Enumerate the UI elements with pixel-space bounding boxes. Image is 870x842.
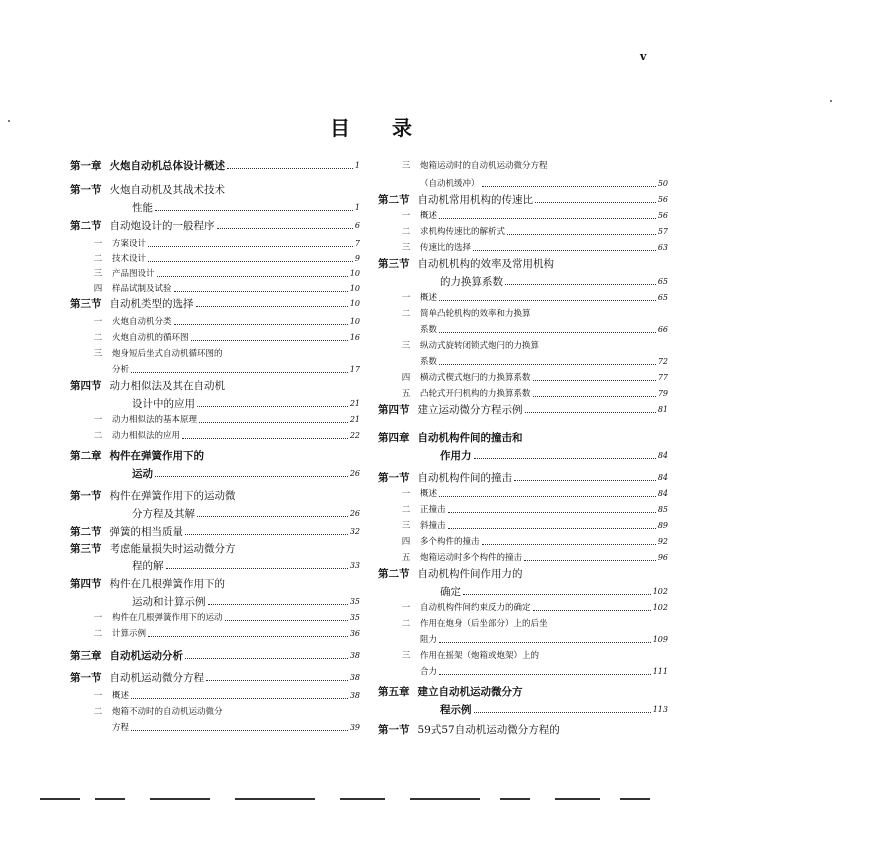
toc-entry bbox=[70, 596, 360, 608]
dot-leader bbox=[474, 712, 651, 713]
dot-leader bbox=[131, 372, 348, 373]
toc-title: 分析 bbox=[112, 365, 130, 375]
toc-title: 传速比的选择 bbox=[420, 243, 472, 253]
dot-leader bbox=[448, 512, 656, 513]
toc-entry bbox=[392, 210, 668, 222]
toc-number: 三 bbox=[401, 651, 411, 661]
toc-number: 一 bbox=[401, 489, 411, 499]
toc-title: 火炮自动机总体设计概述 bbox=[109, 160, 225, 172]
toc-entry bbox=[392, 242, 668, 254]
page-number: 6 bbox=[354, 221, 360, 230]
toc-entry bbox=[70, 508, 360, 520]
toc-number: 一 bbox=[93, 415, 103, 425]
toc-title: 合力 bbox=[420, 667, 438, 677]
toc-entry bbox=[84, 253, 360, 265]
toc-title: 概述 bbox=[420, 489, 438, 499]
toc-entry bbox=[392, 520, 668, 532]
toc-title: 考虑能量损失时运动微分方 bbox=[109, 543, 236, 555]
toc-title: 自动机构件间作用力的 bbox=[417, 568, 523, 580]
toc-entry bbox=[70, 490, 360, 502]
page-number: 21 bbox=[349, 415, 360, 424]
page-number: 81 bbox=[657, 405, 668, 414]
toc-entry bbox=[70, 398, 360, 410]
toc-number: 第三节 bbox=[70, 543, 102, 555]
toc-title: 自动机类型的选择 bbox=[109, 298, 194, 310]
dot-leader bbox=[533, 396, 656, 397]
toc-title: 构件在几根弹簧作用下的运动 bbox=[112, 613, 223, 623]
toc-entry bbox=[84, 706, 360, 718]
toc-entry bbox=[70, 184, 360, 196]
toc-title: 系数 bbox=[420, 357, 438, 367]
toc-number: 三 bbox=[93, 349, 103, 359]
toc-entry bbox=[392, 372, 668, 384]
toc-entry bbox=[392, 618, 668, 630]
page-number: 22 bbox=[349, 431, 360, 440]
toc-title: 动力相似法的应用 bbox=[112, 431, 181, 441]
dot-leader bbox=[439, 496, 656, 497]
toc-title: 动力相似法及其在自动机 bbox=[109, 380, 225, 392]
page-number: 50 bbox=[657, 179, 668, 188]
toc-entry bbox=[392, 634, 668, 646]
toc-number: 第一节 bbox=[378, 724, 410, 736]
page-number: 38 bbox=[349, 691, 360, 700]
dot-leader bbox=[155, 476, 348, 477]
page-number: 35 bbox=[349, 613, 360, 622]
toc-title: 自动机机构的效率及常用机构 bbox=[417, 258, 554, 270]
toc-entry bbox=[70, 578, 360, 590]
toc-title: 炮箱不动时的自动机运动微分 bbox=[112, 707, 223, 717]
toc-number: 二 bbox=[401, 227, 411, 237]
toc-title: 作用在炮身（后坐部分）上的后坐 bbox=[420, 619, 548, 629]
toc-entry bbox=[378, 258, 668, 270]
toc-entry bbox=[70, 298, 360, 310]
toc-entry bbox=[378, 194, 668, 206]
toc-title: 作用在摇架（炮箱或炮架）上的 bbox=[420, 651, 540, 661]
toc-entry bbox=[84, 690, 360, 702]
page-number: 77 bbox=[657, 373, 668, 382]
toc-entry bbox=[84, 348, 360, 360]
page-number: 32 bbox=[349, 527, 360, 536]
toc-title: 自动机运动分析 bbox=[109, 650, 183, 662]
toc-title: 横动式楔式炮闩的力换算系数 bbox=[420, 373, 531, 383]
toc-entry bbox=[70, 672, 360, 684]
toc-title: 建立自动机运动微分方 bbox=[417, 686, 523, 698]
scan-speck bbox=[830, 100, 832, 102]
toc-entry bbox=[392, 488, 668, 500]
toc-entry bbox=[84, 628, 360, 640]
page-number: 84 bbox=[657, 489, 668, 498]
toc-number: 第一节 bbox=[70, 184, 102, 196]
page-number: 33 bbox=[349, 561, 360, 570]
toc-entry bbox=[378, 586, 668, 598]
page-number: 38 bbox=[349, 673, 360, 682]
page-number: 109 bbox=[652, 635, 668, 644]
toc-title: 火炮自动机分类 bbox=[112, 317, 172, 327]
toc-entry bbox=[392, 666, 668, 678]
toc-number: 三 bbox=[93, 269, 103, 279]
toc-number: 第一节 bbox=[378, 472, 410, 484]
toc-entry bbox=[70, 380, 360, 392]
toc-title: 简单凸轮机构的效率和力换算 bbox=[420, 309, 531, 319]
toc-entry bbox=[84, 612, 360, 624]
toc-title: 概述 bbox=[420, 293, 438, 303]
toc-entry bbox=[392, 650, 668, 662]
toc-entry bbox=[392, 536, 668, 548]
toc-number: 第四节 bbox=[70, 578, 102, 590]
toc-title: 程的解 bbox=[132, 560, 164, 572]
toc-title: 分方程及其解 bbox=[132, 508, 195, 520]
dot-leader bbox=[482, 186, 656, 187]
toc-number: 二 bbox=[93, 707, 103, 717]
toc-title: 59式57自动机运动微分方程的 bbox=[417, 724, 560, 736]
toc-number: 三 bbox=[401, 161, 411, 171]
toc-entry bbox=[392, 602, 668, 614]
toc-title: 炮箱运动时的自动机运动微分方程 bbox=[420, 161, 548, 171]
toc-number: 三 bbox=[401, 243, 411, 253]
toc-number: 二 bbox=[93, 254, 103, 264]
dot-leader bbox=[217, 228, 353, 229]
toc-title: 方程 bbox=[112, 723, 130, 733]
toc-number: 第二章 bbox=[70, 450, 102, 462]
toc-number: 三 bbox=[401, 341, 411, 351]
dot-leader bbox=[197, 516, 348, 517]
toc-number: 第二节 bbox=[378, 194, 410, 206]
dot-leader bbox=[525, 412, 656, 413]
dot-leader bbox=[131, 698, 348, 699]
page-number: 56 bbox=[657, 195, 668, 204]
dot-leader bbox=[155, 210, 353, 211]
toc-entry bbox=[70, 160, 360, 172]
dot-leader bbox=[148, 246, 353, 247]
dot-leader bbox=[131, 730, 348, 731]
toc-entry bbox=[84, 268, 360, 280]
page-number: 72 bbox=[657, 357, 668, 366]
toc-number: 第一章 bbox=[70, 160, 102, 172]
toc-number: 二 bbox=[401, 309, 411, 319]
toc-entry bbox=[392, 178, 668, 190]
page-number: 39 bbox=[349, 723, 360, 732]
toc-entry bbox=[378, 450, 668, 462]
toc-number: 五 bbox=[401, 553, 411, 563]
toc-number: 第四章 bbox=[378, 432, 410, 444]
dot-leader bbox=[507, 234, 656, 235]
page-number: 84 bbox=[657, 451, 668, 460]
toc-entry bbox=[84, 238, 360, 250]
toc-number: 第四节 bbox=[378, 404, 410, 416]
toc-number: 一 bbox=[93, 691, 103, 701]
title-char-1: 目 bbox=[330, 116, 350, 140]
toc-number: 第二节 bbox=[70, 220, 102, 232]
toc-entry bbox=[70, 650, 360, 662]
page-number: 84 bbox=[657, 473, 668, 482]
toc-title: 火炮自动机及其战术技术 bbox=[109, 184, 225, 196]
dot-leader bbox=[182, 438, 348, 439]
toc-title: 动力相似法的基本原理 bbox=[112, 415, 198, 425]
toc-entry bbox=[392, 324, 668, 336]
dot-leader bbox=[533, 380, 656, 381]
toc-number: 一 bbox=[93, 613, 103, 623]
dot-leader bbox=[482, 544, 656, 545]
toc-entry bbox=[84, 283, 360, 295]
page-number: 63 bbox=[657, 243, 668, 252]
toc-number: 第一节 bbox=[70, 672, 102, 684]
toc-number: 一 bbox=[93, 317, 103, 327]
toc-entry bbox=[70, 543, 360, 555]
dot-leader bbox=[185, 658, 348, 659]
toc-entry bbox=[392, 356, 668, 368]
dot-leader bbox=[208, 604, 348, 605]
dot-leader bbox=[439, 300, 656, 301]
toc-number: 五 bbox=[401, 389, 411, 399]
toc-entry bbox=[392, 552, 668, 564]
dot-leader bbox=[174, 291, 348, 292]
toc-entry bbox=[392, 308, 668, 320]
toc-number: 二 bbox=[401, 505, 411, 515]
dot-leader bbox=[157, 276, 348, 277]
toc-number: 第二节 bbox=[70, 526, 102, 538]
toc-number: 二 bbox=[93, 629, 103, 639]
dot-leader bbox=[448, 528, 656, 529]
toc-number: 第三节 bbox=[70, 298, 102, 310]
dot-leader bbox=[148, 636, 348, 637]
dot-leader bbox=[196, 306, 348, 307]
toc-title: 斜撞击 bbox=[420, 521, 446, 531]
toc-entry bbox=[70, 468, 360, 480]
toc-entry bbox=[84, 430, 360, 442]
page-number: 26 bbox=[349, 469, 360, 478]
toc-number: 一 bbox=[93, 239, 103, 249]
page-number: 7 bbox=[354, 239, 360, 248]
page-number: 96 bbox=[657, 553, 668, 562]
page-number: 1 bbox=[354, 203, 360, 212]
toc-number: 四 bbox=[93, 284, 103, 294]
toc-entry bbox=[378, 472, 668, 484]
page-number: 10 bbox=[349, 299, 360, 308]
dot-leader bbox=[514, 480, 656, 481]
page-number: 1 bbox=[354, 161, 360, 170]
toc-title: 自动机构件间约束反力的确定 bbox=[420, 603, 531, 613]
page-number: 111 bbox=[652, 667, 668, 676]
toc-title: 炮箱运动时多个构件的撞击 bbox=[420, 553, 523, 563]
toc-entry bbox=[392, 160, 668, 172]
toc-number: 第一节 bbox=[70, 490, 102, 502]
toc-title: 构件在几根弹簧作用下的 bbox=[109, 578, 225, 590]
dot-leader bbox=[439, 674, 651, 675]
toc-title: 正撞击 bbox=[420, 505, 446, 515]
dot-leader bbox=[439, 218, 656, 219]
dot-leader bbox=[473, 250, 656, 251]
dot-leader bbox=[225, 620, 348, 621]
toc-entry bbox=[70, 560, 360, 572]
page-number: 65 bbox=[657, 293, 668, 302]
toc-title: 的力换算系数 bbox=[440, 276, 503, 288]
toc-entry bbox=[378, 276, 668, 288]
dot-leader bbox=[227, 168, 353, 169]
toc-title: 性能 bbox=[132, 202, 153, 214]
page-number: 35 bbox=[349, 597, 360, 606]
dot-leader bbox=[197, 406, 348, 407]
dot-leader bbox=[533, 610, 651, 611]
toc-title: 设计中的应用 bbox=[132, 398, 195, 410]
page-number: 21 bbox=[349, 399, 360, 408]
scan-speck bbox=[8, 120, 10, 122]
toc-entry bbox=[70, 202, 360, 214]
page-number: 10 bbox=[349, 317, 360, 326]
title-char-2: 录 bbox=[392, 116, 412, 140]
toc-title: 自动机构件间的撞击 bbox=[417, 472, 512, 484]
toc-title: 凸轮式开闩机构的力换算系数 bbox=[420, 389, 531, 399]
dot-leader bbox=[439, 364, 656, 365]
dot-leader bbox=[174, 324, 348, 325]
dot-leader bbox=[191, 340, 348, 341]
page-number: 89 bbox=[657, 521, 668, 530]
toc-title: （自动机缓冲） bbox=[420, 179, 480, 189]
toc-entry bbox=[392, 504, 668, 516]
toc-entry bbox=[378, 568, 668, 580]
toc-title: 产品图设计 bbox=[112, 269, 155, 279]
dot-leader bbox=[535, 202, 656, 203]
page-title bbox=[330, 112, 454, 141]
toc-entry bbox=[378, 404, 668, 416]
toc-title: 概述 bbox=[420, 211, 438, 221]
toc-title: 自动机常用机构的传速比 bbox=[417, 194, 533, 206]
page-number: 10 bbox=[349, 284, 360, 293]
toc-number: 三 bbox=[401, 521, 411, 531]
toc-title: 概述 bbox=[112, 691, 130, 701]
toc-title: 建立运动微分方程示例 bbox=[417, 404, 523, 416]
page-number: 9 bbox=[354, 254, 360, 263]
toc-number: 四 bbox=[401, 537, 411, 547]
toc-title: 阻力 bbox=[420, 635, 438, 645]
page-number: 10 bbox=[349, 269, 360, 278]
page-number: 92 bbox=[657, 537, 668, 546]
toc-title: 样品试制及试验 bbox=[112, 284, 172, 294]
dot-leader bbox=[524, 560, 656, 561]
page-number: 38 bbox=[349, 651, 360, 660]
toc-entry bbox=[84, 316, 360, 328]
toc-title: 求机构传速比的解析式 bbox=[420, 227, 506, 237]
toc-entry bbox=[392, 292, 668, 304]
toc-title: 火炮自动机的循环图 bbox=[112, 333, 189, 343]
toc-title: 计算示例 bbox=[112, 629, 147, 639]
toc-number: 第二节 bbox=[378, 568, 410, 580]
toc-title: 弹簧的相当质量 bbox=[109, 526, 183, 538]
toc-entry bbox=[378, 724, 668, 736]
page-number: 85 bbox=[657, 505, 668, 514]
page-number: 16 bbox=[349, 333, 360, 342]
toc-number: 一 bbox=[401, 211, 411, 221]
toc-entry bbox=[378, 686, 668, 698]
toc-entry bbox=[84, 722, 360, 734]
toc-entry bbox=[84, 332, 360, 344]
toc-entry bbox=[392, 340, 668, 352]
dot-leader bbox=[166, 568, 348, 569]
toc-number: 四 bbox=[401, 373, 411, 383]
toc-number: 二 bbox=[93, 431, 103, 441]
dot-leader bbox=[185, 534, 348, 535]
toc-number: 二 bbox=[93, 333, 103, 343]
page-number: 79 bbox=[657, 389, 668, 398]
toc-title: 运动 bbox=[132, 468, 153, 480]
dot-leader bbox=[474, 458, 656, 459]
toc-title: 炮身短后坐式自动机循环图的 bbox=[112, 349, 223, 359]
toc-entry bbox=[392, 226, 668, 238]
page-number: 56 bbox=[657, 211, 668, 220]
page-number: 65 bbox=[657, 277, 668, 286]
toc-title: 纵动式旋转闭锁式炮闩的力换算 bbox=[420, 341, 540, 351]
page-number: 17 bbox=[349, 365, 360, 374]
toc-title: 程示例 bbox=[440, 704, 472, 716]
dot-leader bbox=[199, 422, 348, 423]
toc-entry bbox=[378, 704, 668, 716]
toc-number: 一 bbox=[401, 603, 411, 613]
page-number: 102 bbox=[652, 603, 668, 612]
toc-entry bbox=[84, 414, 360, 426]
dot-leader bbox=[439, 642, 651, 643]
dot-leader bbox=[505, 284, 656, 285]
toc-title: 自动机构件间的撞击和 bbox=[417, 432, 523, 444]
toc-number: 第三章 bbox=[70, 650, 102, 662]
toc-title: 构件在弹簧作用下的运动微 bbox=[109, 490, 236, 502]
toc-entry bbox=[392, 388, 668, 400]
toc-title: 构件在弹簧作用下的 bbox=[109, 450, 204, 462]
toc-title: 作用力 bbox=[440, 450, 472, 462]
dot-leader bbox=[463, 594, 651, 595]
page-number: 57 bbox=[657, 227, 668, 236]
dot-leader bbox=[148, 261, 353, 262]
page-marker: v bbox=[640, 50, 647, 63]
dot-leader bbox=[439, 332, 656, 333]
toc-title: 运动和计算示例 bbox=[132, 596, 206, 608]
toc-title: 自动机运动微分方程 bbox=[109, 672, 204, 684]
toc-number: 第三节 bbox=[378, 258, 410, 270]
dot-leader bbox=[206, 680, 348, 681]
toc-entry bbox=[70, 526, 360, 538]
toc-number: 第五章 bbox=[378, 686, 410, 698]
page-number: 66 bbox=[657, 325, 668, 334]
toc-title: 自动炮设计的一般程序 bbox=[109, 220, 215, 232]
toc-title: 系数 bbox=[420, 325, 438, 335]
toc-number: 二 bbox=[401, 619, 411, 629]
toc-title: 确定 bbox=[440, 586, 461, 598]
toc-entry bbox=[70, 450, 360, 462]
toc-number: 一 bbox=[401, 293, 411, 303]
page-number: 113 bbox=[652, 705, 668, 714]
page-number: 26 bbox=[349, 509, 360, 518]
toc-title: 多个构件的撞击 bbox=[420, 537, 480, 547]
toc-entry bbox=[84, 364, 360, 376]
toc-title: 技术设计 bbox=[112, 254, 147, 264]
page-number: 102 bbox=[652, 587, 668, 596]
toc-entry bbox=[378, 432, 668, 444]
page-number: 36 bbox=[349, 629, 360, 638]
toc-entry bbox=[70, 220, 360, 232]
toc-title: 方案设计 bbox=[112, 239, 147, 249]
toc-number: 第四节 bbox=[70, 380, 102, 392]
